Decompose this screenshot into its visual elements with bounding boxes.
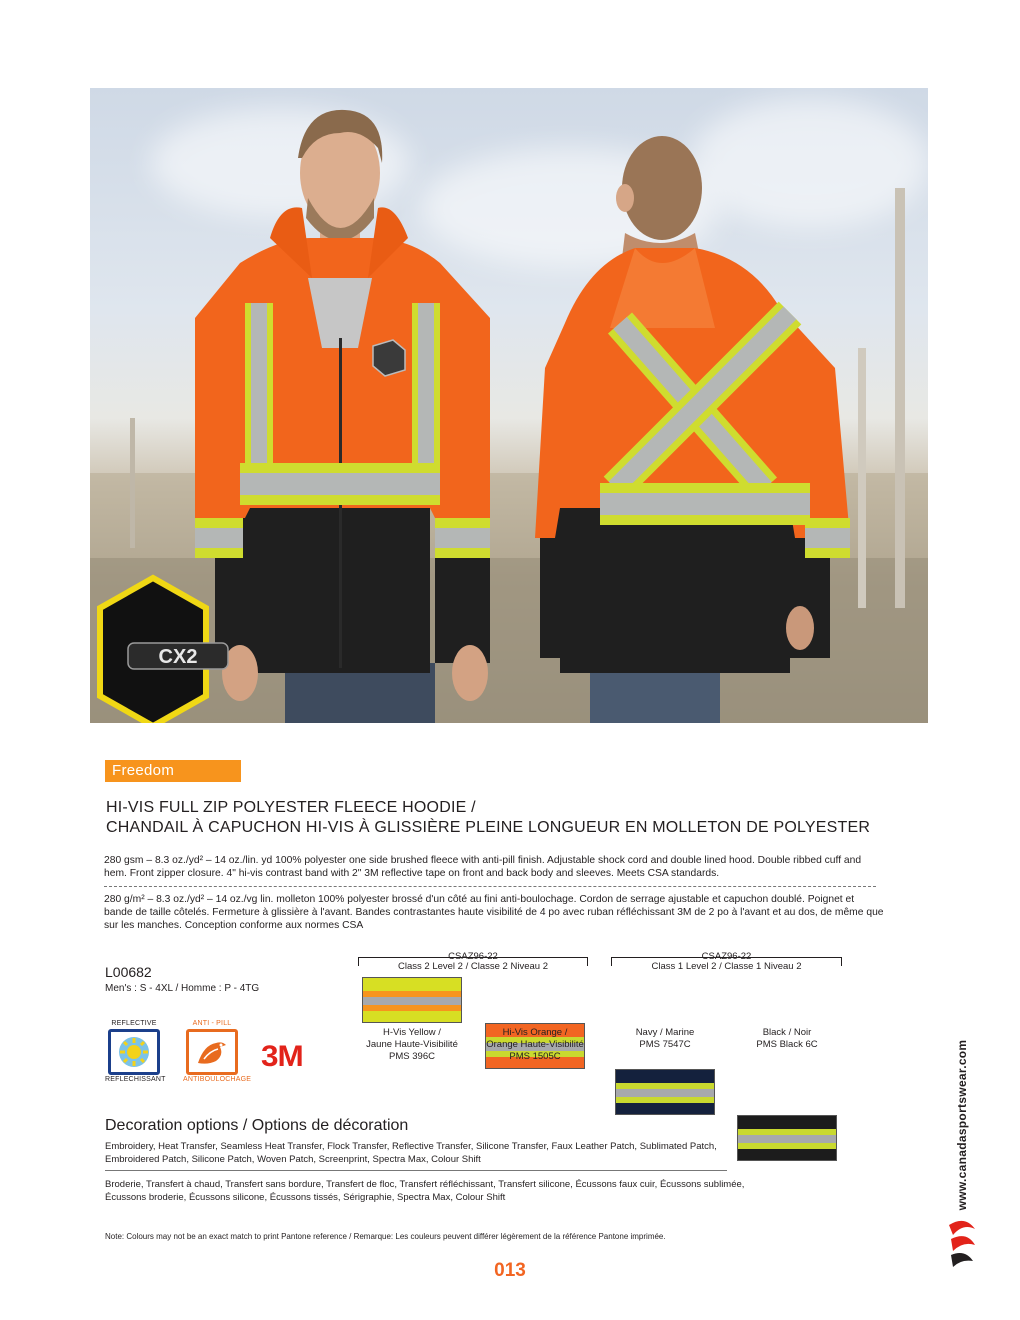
3m-logo: 3M [261, 1040, 303, 1073]
back-model [535, 136, 850, 723]
group-class: Class 2 Level 2 / Classe 2 Niveau 2 [398, 961, 548, 972]
antipill-label-bottom: ANTIBOULOCHAGE [183, 1076, 252, 1083]
reflective-label-top: REFLECTIVE [111, 1020, 157, 1027]
decoration-divider [105, 1170, 727, 1171]
description-fr: 280 g/m² – 8.3 oz./yd² – 14 oz./vg lin. molleton 100% polyester brossé d'un côté au fini anti-boulochage. Cordon de serrage ajustable et capuchon doublé. Poignet et bande de taille côtelés. Fermeture à glissière à l'avant. Bandes contrastantes haute visibilité de 4 po avec ruban réfléchissant 3M de 2 po à l'avant et au dos, de même que sur les manches. Conception conforme aux normes CSA [104, 894, 884, 931]
swatch-label-yellow: H-Vis Yellow / Jaune Haute-Visibilité PMS 396C [366, 1027, 458, 1062]
product-photo [90, 88, 928, 723]
colour-note: Note: Colours may not be an exact match to print Pantone reference / Remarque: Les couleurs peuvent différer légèrement de la référence Pantone imprimée. [105, 1232, 666, 1241]
colour-group-class1 [611, 951, 842, 973]
swatch-black [737, 1115, 837, 1161]
reflective-icon [108, 1029, 160, 1075]
bird-icon [186, 1029, 238, 1075]
decoration-heading: Decoration options / Options de décoration [105, 1117, 409, 1134]
canada-sportswear-logo [945, 1215, 979, 1271]
website-url: www.canadasportswear.com [955, 1039, 969, 1211]
colour-group-class2 [358, 951, 588, 973]
swatch-label-orange: Hi-Vis Orange / Orange Haute-Visibilité PMS 1505C [486, 1027, 584, 1062]
group-class: Class 1 Level 2 / Classe 1 Niveau 2 [651, 961, 802, 972]
description-en: 280 gsm – 8.3 oz./yd² – 14 oz./lin. yd 100% polyester one side brushed fleece with anti-pill finish. Adjustable shock cord and double lined hood. Double ribbed cuff and hem. Front zipper closure. 4" hi-vis contrast band with 2" 3M reflective tape on front and back body and sleeves. Meets CSA standards. [104, 855, 862, 879]
decoration-options-en: Embroidery, Heat Transfer, Seamless Heat Transfer, Flock Transfer, Reflective Transfer, Silicone Transfer, Faux Leather Patch, Sublimated Patch, Embroidered Patch, Silicone Patch, Woven Patch, Screenprint, Spectra Max, Colour Shift [105, 1141, 717, 1165]
page-number: 013 [494, 1260, 526, 1281]
swatch-label-black: Black / Noir PMS Black 6C [756, 1027, 818, 1050]
antipill-label-top: ANTI - PILL [192, 1020, 232, 1027]
product-sizes: Men's : S - 4XL / Homme : P - 4TG [105, 983, 260, 994]
product-title-en: HI-VIS FULL ZIP POLYESTER FLEECE HOODIE / [106, 799, 476, 816]
brand-tag: Freedom [105, 760, 241, 782]
swatch-navy [615, 1069, 715, 1115]
front-model [195, 110, 490, 723]
group-standard: CSAZ96-22 [448, 951, 498, 962]
swatch-label-navy: Navy / Marine PMS 7547C [635, 1027, 695, 1050]
decoration-options-fr: Broderie, Transfert à chaud, Transfert sans bordure, Transfert de floc, Transfert réfléchissant, Transfert silicone, Écussons faux cuir, Écussons sublimée, Écussons broderie, Écussons silicone, Écussons tissés, Sérigraphie, Spectra Max, Colour Shift [105, 1179, 745, 1203]
product-sku: L00682 [105, 964, 152, 980]
swatch-yellow [362, 977, 462, 1023]
reflective-badge [105, 1020, 166, 1083]
product-title-fr: CHANDAIL À CAPUCHON HI-VIS À GLISSIÈRE PLEINE LONGUEUR EN MOLLETON DE POLYESTER [106, 819, 871, 836]
group-standard: CSAZ96-22 [701, 951, 752, 962]
cx2-hex-text: CX2 [158, 646, 198, 668]
description-divider [104, 886, 876, 887]
antipill-badge [183, 1020, 252, 1083]
reflective-label-bottom: REFLECHISSANT [105, 1076, 166, 1083]
